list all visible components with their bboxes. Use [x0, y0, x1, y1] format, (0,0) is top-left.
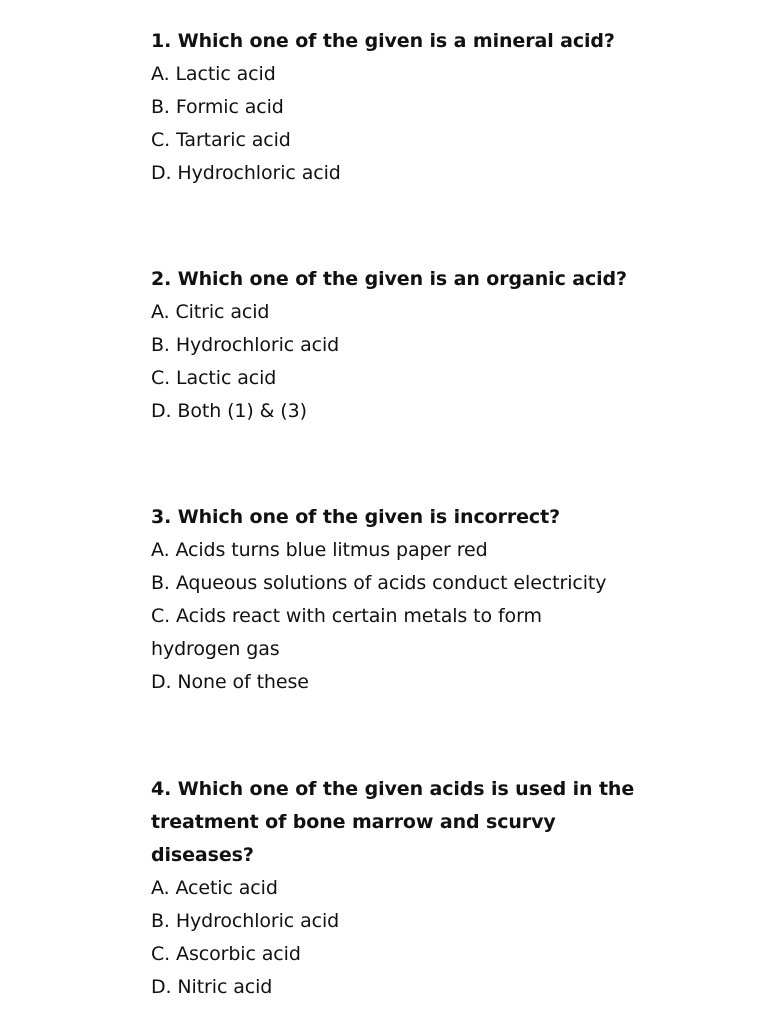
option-a: A. Acids turns blue litmus paper red	[151, 539, 488, 561]
option-a: A. Acetic acid	[151, 877, 278, 899]
option-a: A. Lactic acid	[151, 63, 276, 85]
option-c: C. Ascorbic acid	[151, 943, 301, 965]
option-b: B. Hydrochloric acid	[151, 910, 340, 932]
option-c: C. Lactic acid	[151, 367, 277, 389]
question-3	[151, 501, 751, 699]
option-d: D. Both (1) & (3)	[151, 400, 307, 422]
option-d: D. Nitric acid	[151, 976, 273, 998]
question-2	[151, 263, 751, 428]
option-a: A. Citric acid	[151, 301, 270, 323]
option-b: B. Hydrochloric acid	[151, 334, 340, 356]
option-d: D. Hydrochloric acid	[151, 162, 341, 184]
question-title-line-2: treatment of bone marrow and scurvy	[151, 811, 556, 833]
question-1	[151, 25, 751, 190]
question-title: 2. Which one of the given is an organic acid?	[151, 268, 627, 290]
option-c: C. Tartaric acid	[151, 129, 291, 151]
question-title: 1. Which one of the given is a mineral acid?	[151, 30, 615, 52]
option-c-continued: hydrogen gas	[151, 638, 280, 660]
question-title-line-1: 4. Which one of the given acids is used in the	[151, 778, 635, 800]
question-title-line-3: diseases?	[151, 844, 254, 866]
question-4	[151, 773, 751, 1004]
option-c: C. Acids react with certain metals to form	[151, 605, 542, 627]
option-b: B. Aqueous solutions of acids conduct electricity	[151, 572, 607, 594]
option-d: D. None of these	[151, 671, 309, 693]
option-b: B. Formic acid	[151, 96, 284, 118]
question-title: 3. Which one of the given is incorrect?	[151, 506, 560, 528]
